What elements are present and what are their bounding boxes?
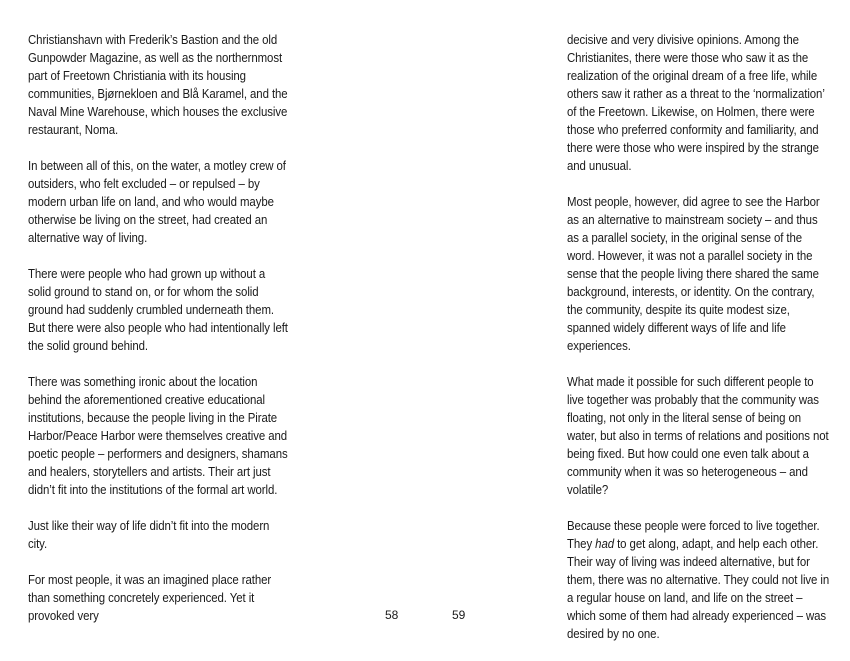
page-number-right: 59 — [452, 608, 466, 622]
page-59-text-column — [567, 31, 829, 661]
page-58-text-column — [28, 31, 290, 643]
paragraph: Christianshavn with Frederik’s Bastion and the old Gunpowder Magazine, as well as the northernmost part of Freetown Christiania with its housing communities, Bjørnekloen and Blå Karamel, and the Naval Mine Warehouse, which houses the exclusive restaurant, Noma. — [28, 32, 288, 137]
paragraph: There were people who had grown up without a solid ground to stand on, or for whom the solid ground had suddenly crumbled underneath them. But there were also people who had intentionally left the solid ground behind. — [28, 266, 288, 353]
paragraph: There was something ironic about the location behind the aforementioned creative educational institutions, because the people living in the Pirate Harbor/Peace Harbor were themselves creative and poetic people – performers and designers, shamans and healers, storytellers and artists. Their art just didn’t fit into the institutions of the formal art world. — [28, 374, 288, 497]
paragraph: decisive and very divisive opinions. Among the Christianites, there were those who saw it as the realization of the original dream of a free life, while others saw it rather as a threat to the ‘normalization’ of the Freetown. Likewise, on Holmen, there were those who preferred conformity and familiarity, and there were those who were inspired by the strange and unusual. — [567, 32, 825, 173]
paragraph: Most people, however, did agree to see the Harbor as an alternative to mainstream society – and thus as a parallel society, in the original sense of the word. However, it was not a parallel society in the sense that the people living there shared the same background, interests, or identity. On the contrary, the community, despite its quite modest size, spanned widely different ways of life and life experiences. — [567, 194, 820, 353]
paragraph: In between all of this, on the water, a motley crew of outsiders, who felt excluded – or repulsed – by modern urban life on land, and who would maybe otherwise be living on the street, had created an alternative way of living. — [28, 158, 286, 245]
paragraph: Because these people were forced to live together. They had to get along, adapt, and help each other. Their way of living was indeed alternative, but for them, there was no alternative. They could not live in a regular house on land, and life on the street – which some of them had already experienced – was desired by no one. — [567, 518, 830, 641]
paragraph: For most people, it was an imagined place rather than something concretely experienced. Yet it provoked very — [28, 572, 272, 623]
paragraph: What made it possible for such different people to live together was probably that the community was floating, not only in the literal sense of being on water, but also in terms of relations and positions not being fixed. But how could one even talk about a community when it was so heterogeneous – and volatile? — [567, 374, 829, 497]
page-number-left: 58 — [385, 608, 399, 622]
paragraph: Just like their way of life didn’t fit into the modern city. — [28, 518, 270, 551]
